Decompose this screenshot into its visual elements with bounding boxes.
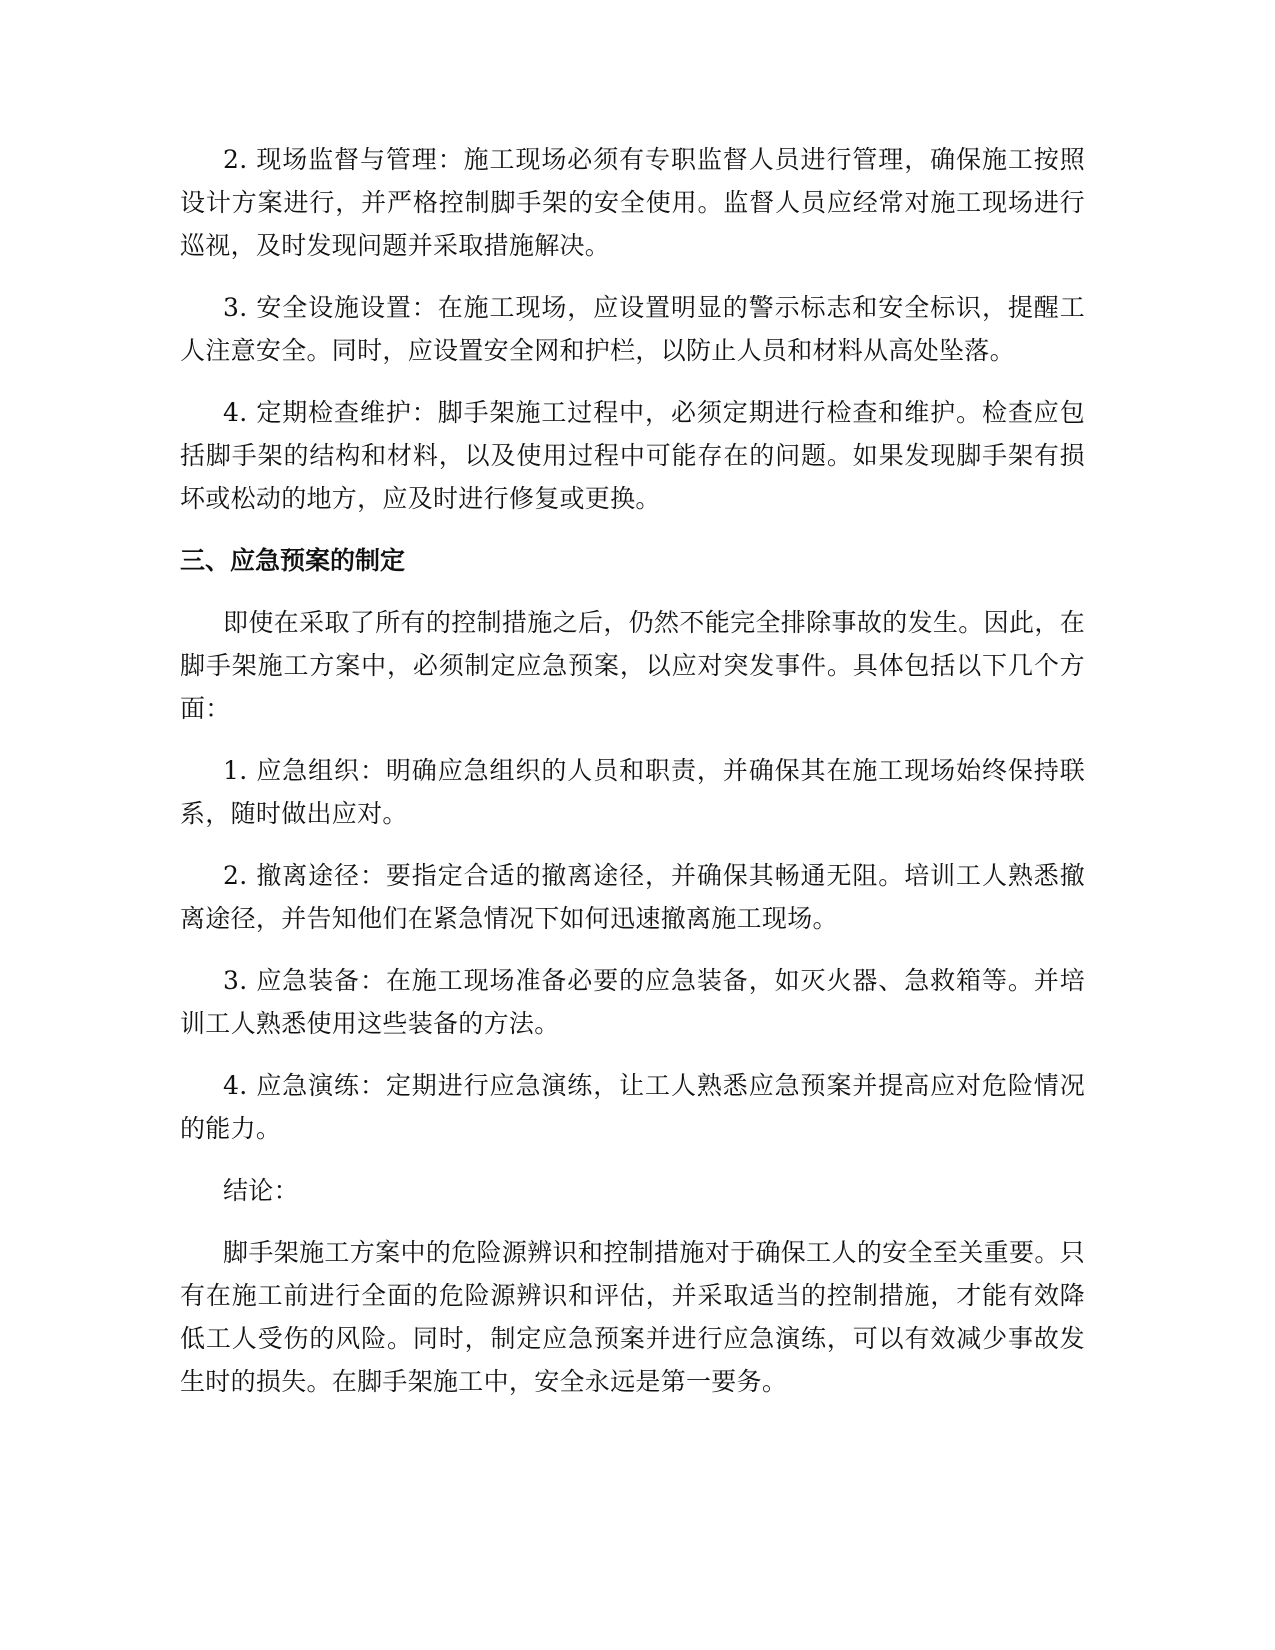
paragraph-site-supervision: 2. 现场监督与管理：施工现场必须有专职监督人员进行管理，确保施工按照设计方案进行，并严格控制脚手架的安全使用。监督人员应经常对施工现场进行巡视，及时发现问题并采取措施解决。 bbox=[180, 145, 1085, 260]
document-page bbox=[180, 138, 1085, 1422]
paragraph-emergency-organization: 1. 应急组织：明确应急组织的人员和职责，并确保其在施工现场始终保持联系，随时做出应对。 bbox=[180, 756, 1085, 828]
paragraph-emergency-intro: 即使在采取了所有的控制措施之后，仍然不能完全排除事故的发生。因此，在脚手架施工方案中，必须制定应急预案，以应对突发事件。具体包括以下几个方面： bbox=[180, 608, 1085, 723]
paragraph-safety-facilities: 3. 安全设施设置：在施工现场，应设置明显的警示标志和安全标识，提醒工人注意安全。同时，应设置安全网和护栏，以防止人员和材料从高处坠落。 bbox=[180, 293, 1085, 365]
paragraph-emergency-drill: 4. 应急演练：定期进行应急演练，让工人熟悉应急预案并提高应对危险情况的能力。 bbox=[180, 1071, 1085, 1143]
section-heading: 三、应急预案的制定 bbox=[180, 546, 406, 575]
paragraph-evacuation-route: 2. 撤离途径：要指定合适的撤离途径，并确保其畅通无阻。培训工人熟悉撤离途径，并告知他们在紧急情况下如何迅速撤离施工现场。 bbox=[180, 861, 1085, 933]
paragraph-regular-inspection: 4. 定期检查维护：脚手架施工过程中，必须定期进行检查和维护。检查应包括脚手架的结构和材料，以及使用过程中可能存在的问题。如果发现脚手架有损坏或松动的地方，应及时进行修复或更换。 bbox=[180, 398, 1085, 513]
paragraph-conclusion-label: 结论： bbox=[223, 1176, 299, 1205]
paragraph-conclusion: 脚手架施工方案中的危险源辨识和控制措施对于确保工人的安全至关重要。只有在施工前进行全面的危险源辨识和评估，并采取适当的控制措施，才能有效降低工人受伤的风险。同时，制定应急预案并进行应急演练，可以有效减少事故发生时的损失。在脚手架施工中，安全永远是第一要务。 bbox=[180, 1238, 1085, 1396]
paragraph-emergency-equipment: 3. 应急装备：在施工现场准备必要的应急装备，如灭火器、急救箱等。并培训工人熟悉使用这些装备的方法。 bbox=[180, 966, 1085, 1038]
